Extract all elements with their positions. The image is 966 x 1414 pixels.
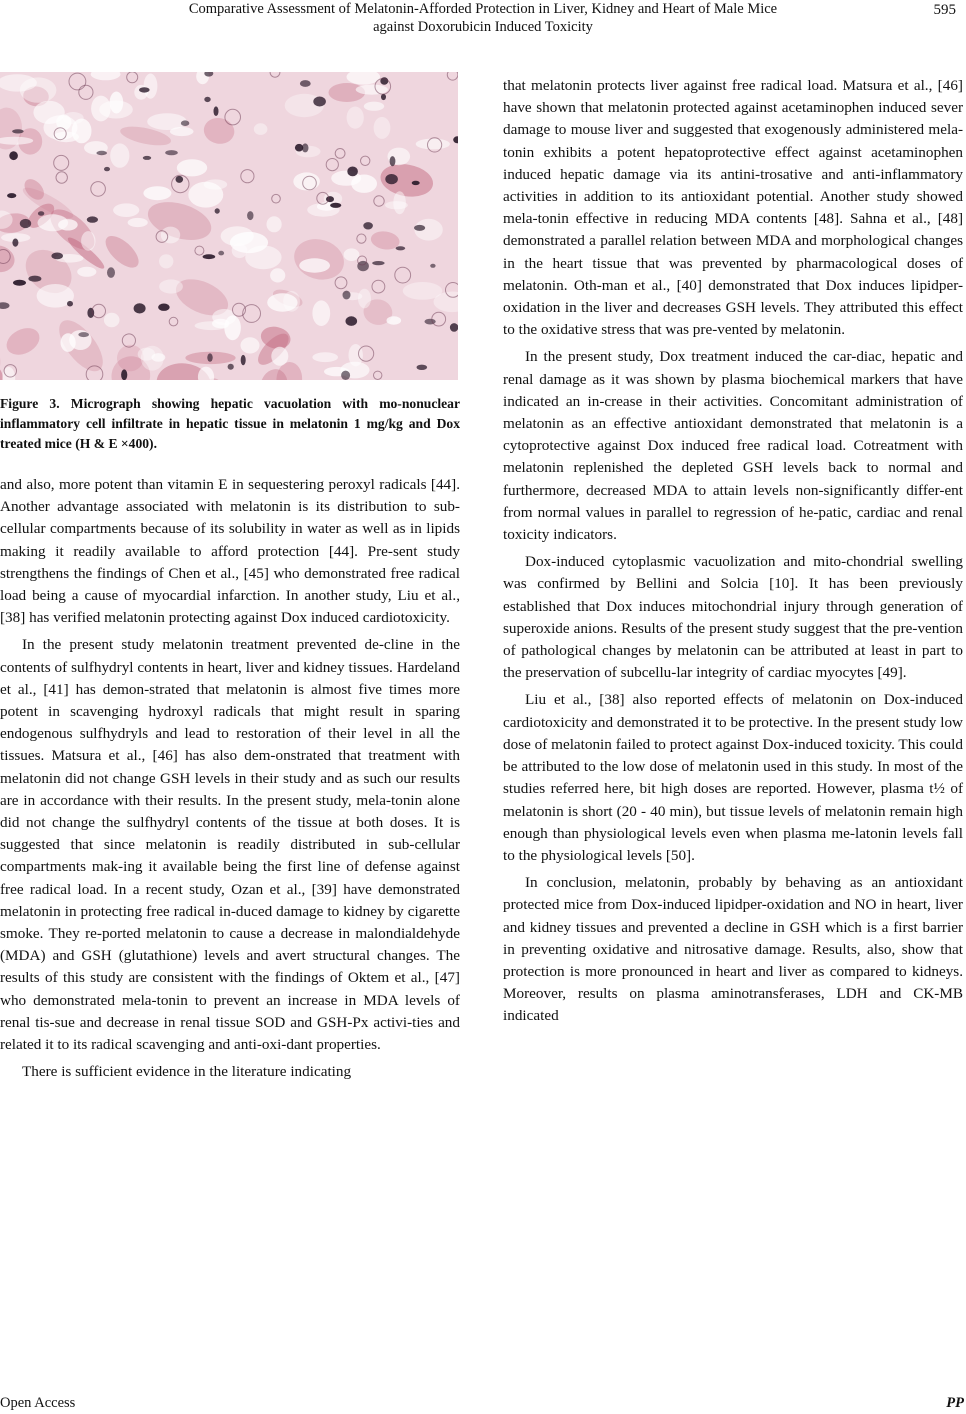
running-header (0, 0, 966, 42)
footer-open-access: Open Access (0, 1395, 76, 1411)
figure-caption: Figure 3. Micrograph showing hepatic vacuolation with mo-nonuclear inflammatory cell infiltrate in hepatic tissue in melatonin 1 mg/kg and Dox treated mice (H & E ×400). (0, 396, 460, 451)
paragraph: Dox-induced cytoplasmic vacuolization and mito-chondrial swelling was confirmed by Bellini and Solcia [10]. It has been previously established that Dox induces mitochondrial injury through generation of superoxide anions. Results of the present study suggest that the pre-vention of pathological changes by melatonin can be attributed at least in part to the preservation of subcellu-lar integrity of cardiac myocytes [49]. (503, 553, 963, 682)
paragraph: In the present study melatonin treatment prevented de-cline in the contents of sulfhydryl contents in heart, liver and kidney tissues. Hardeland et al., [41] has demon-strated that melatonin is almost five times more potent in scavenging hydroxyl radicals that might result in sparing endogenous sulfhydryls and lead to restoration of their level in all the tissues. Matsura et al., [46] has also dem-onstrated that treatment with melatonin did not change GSH levels in their study and as such our results are in accordance with their results. In the present study, mela-tonin alone did not change the sulfhydryl contents of the tissue at both doses. It is suggested that since melatonin is readily distributed in sub-cellular compartments mak-ing it available being the first line of defense against free radical load. In a recent study, Ozan et al., [39] have demonstrated melatonin in protecting free radical in-duced damage to kidney by cigarette smoke. They re-ported melatonin to cause a decrease in malondialdehyde (MDA) and GSH (glutathione) levels and avert structural changes. The results of this study are consistent with the findings of Oktem et al., [47] who demonstrated mela-tonin to prevent an increase in MDA levels of renal tis-sue and decrease in renal tissue SOD and GSH-Px activi-ties and related it to its radical scavenging and anti-oxi-dant properties. (0, 636, 460, 1054)
paragraph: In the present study, Dox treatment induced the car-diac, hepatic and renal damage as it was shown by plasma biochemical markers that have indicated an in-crease in their activities. Concomitant administration of melatonin as an effective antioxidant demonstrated that melatonin is a cytoprotective against Dox induced free radical load. Cotreatment with melatonin replenished the depleted GSH levels back to normal and furthermore, decreased MDA to attain levels non-significantly differ-ent from normal values in parallel to regression of he-patic, cardiac and renal toxicity indicators. (503, 348, 963, 544)
paragraph: In conclusion, melatonin, probably by behaving as an antioxidant protected mice from Dox-induced lipidper-oxidation and NO in heart, liver and kidney tissues and prevented a decline in GSH which is a first barrier in preventing oxidative and nitrosative damage. Results, also, show that protection is more pronounced in heart and liver as compared to kidneys. Moreover, results on plasma aminotransferases, LDH and CK-MB indicated (503, 874, 963, 1025)
page-footer (0, 1394, 966, 1414)
paragraph: There is sufficient evidence in the literature indicating (22, 1063, 352, 1081)
left-column (0, 72, 460, 1088)
header-title-line-2: against Doxorubicin Induced Toxicity (373, 19, 593, 35)
micrograph-image (0, 72, 458, 380)
page-number: 595 (933, 2, 956, 18)
paragraph: Liu et al., [38] also reported effects of melatonin on Dox-induced cardiotoxicity and demonstrated it to be protective. In the present study low dose of melatonin failed to protect against Dox-induced toxicity. This could be attributed to the low dose of melatonin used in this study. In most of the studies referred here, bit high doses are reported. However, plasma t½ of melatonin is short (20 - 40 min), but tissue levels of melatonin remain high enough than physiological levels even when plasma me-latonin levels fall to the physiological levels [50]. (503, 691, 963, 864)
header-title-line-1: Comparative Assessment of Melatonin-Afforded Protection in Liver, Kidney and Heart of Male Mice (188, 1, 778, 17)
micrograph-figure (0, 72, 458, 380)
right-column (503, 75, 963, 1033)
paragraph: that melatonin protects liver against free radical load. Matsura et al., [46] have shown that melatonin protected against acetaminophen induced sever damage to mouse liver and suggested that exogenously administered mela-tonin exhibits a potent hepatoprotective effect against acetaminophen induced hepatic damage via its antini-trosative and anti-inflammatory activities in addition to its antioxidant potential. Another study showed mela-tonin effective in reducing MDA contents [48]. Sahna et al., [48] demonstrated a parallel relation between MDA and morphological changes in the heart tissue that was prevented by pharmacological doses of melatonin. Oth-man et al., [40] demonstrated that Dox induces lipidper-oxidation in the liver and decreases GSH levels. They attributed this effect to the oxidative stress that was pre-vented by melatonin. (503, 77, 963, 339)
footer-publisher-mark: PP (946, 1395, 964, 1411)
paragraph: and also, more potent than vitamin E in sequestering peroxyl radicals [44]. Another advantage associated with melatonin is its distribution to sub-cellular compartments because of its solubility in water as well as in lipids making it readily available to afford protection [44]. Pre-sent study strengthens the findings of Chen et al., [45] who demonstrated free radical load being a cause of myocardial infarction. In another study, Liu et al., [38] has verified melatonin protecting against Dox induced cardiotoxicity. (0, 476, 460, 627)
